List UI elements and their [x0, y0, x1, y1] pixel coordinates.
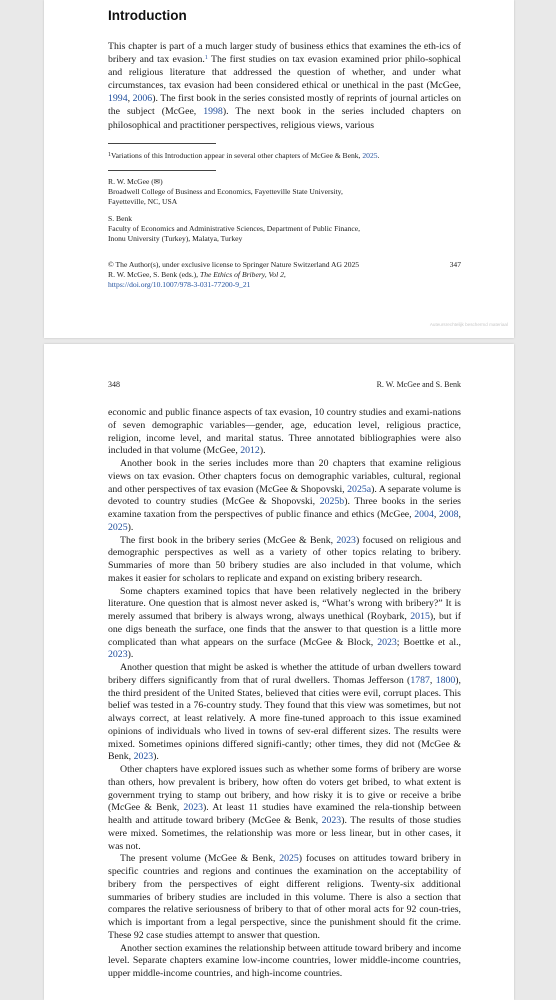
citation-link[interactable]: 2015: [410, 611, 430, 622]
citation-link[interactable]: 2023: [321, 815, 342, 826]
footnote: [108, 151, 461, 161]
text-run: ). At least 11 studies have examined the rela-tionship between health and attitude toward bribery (McGee & Benk,: [108, 802, 461, 826]
citation-link[interactable]: 2023: [336, 534, 356, 546]
text-run: .: [377, 151, 380, 160]
running-header: [108, 380, 461, 389]
watermark: Auteursrechtelijk beschermd materiaal: [429, 322, 508, 327]
text-run: ) focuses on attitudes toward bribery in specific countries and regions and continues the examination on the acceptability of bribery from the perspectives of eight different religions. Twenty-six additional summaries of bribery studies are included in this volume. There is also a section that compares the relative seriousness of bribery to that of other moral acts for 92 coun-tries, which is important from a legal perspective, since the punishment should fit the crime. These 92 case studies attempt to answer that question.: [108, 853, 461, 941]
text-run: The first studies on tax evasion examined prior philo-sophical and religious literature that addressed the question of whether, and under what circumstances, tax evasion had been considered ethical or unethical in the past (McGee,: [108, 54, 461, 92]
footnote-divider: [108, 143, 216, 144]
citation-link[interactable]: 1787: [410, 674, 430, 686]
doi-link[interactable]: https://doi.org/10.1007/978-3-031-77200-9_21: [108, 280, 251, 289]
citation-link[interactable]: 2004: [414, 509, 434, 520]
citation-link[interactable]: 2023: [108, 649, 128, 661]
text-run: ) focused on religious and demographic perspectives as well as a variety of other topics relating to bribery. Summaries of more than 50 bribery studies are also included in that volume, which makes it easier for scholars to replicate and expand on existing bribery research.: [108, 534, 461, 584]
page-348: [44, 344, 514, 1000]
text-run: ,: [127, 93, 133, 105]
text-run: ,: [433, 509, 439, 520]
text-run: Some chapters examined topics that have been relatively neglected in the bribery literature. One question that is almost never asked is, “What’s wrong with bribery?” It is merely assumed that bribery is always wrong, always unethical (Roybark,: [108, 585, 461, 622]
text-run: Other chapters have explored issues such as whether some forms of bribery are worse than others, how prevalent is bribery, how often do voters get bribed, to what extent is government trying to stamp out bribery, and how risky it is to give or receive a bribe (McGee & Benk,: [108, 764, 461, 814]
affiliation-divider: [108, 170, 216, 171]
body-text: [108, 407, 461, 981]
paragraph: [108, 662, 461, 764]
citation-link[interactable]: 2008: [438, 509, 459, 520]
text-run: ). The results of those studies were mixed. Sometimes, the relationship was more or less linear, but in other cases, it was not.: [108, 815, 461, 852]
intro-paragraph: [108, 40, 461, 132]
paragraph: [108, 764, 461, 853]
text-run: Another question that might be asked is whether the attitude of urban dwellers toward bribery differs significantly from that of rural dwellers. Thomas Jefferson (: [108, 662, 461, 686]
citation-link[interactable]: 1998: [203, 106, 223, 118]
paragraph: [108, 853, 461, 942]
paragraph: [108, 458, 461, 535]
text-run: ), but if one digs beneath the surface, one finds that the answer to that question is a little more complicated than what appears on the surface (McGee & Block,: [108, 611, 461, 648]
text-run: The present volume (McGee & Benk,: [120, 853, 280, 865]
affiliation-line: Fayetteville, NC, USA: [108, 197, 178, 206]
page-347: [44, 0, 514, 338]
paragraph: [108, 407, 461, 458]
copyright-line: © The Author(s), under exclusive license to Springer Nature Switzerland AG 2025: [108, 260, 360, 269]
citation-link[interactable]: 2023: [133, 751, 154, 763]
paragraph: [108, 586, 461, 663]
citation-link[interactable]: 1994: [108, 93, 128, 105]
citation-link[interactable]: 2025: [279, 853, 299, 865]
text-run: ), the third president of the United States, believed that cities were evil, corrupt places. This belief was tested in a 76-country study. They found that this view was sometimes, but not always correct, at least relatively. A more fine-tuned approach to this issue examined opinions of individuals who lived in towns of sev-eral different sizes. The results were mixed. Sometimes opinions differed signifi-cantly; other times, they did not (McGee & Benk,: [108, 674, 461, 763]
citation-link[interactable]: 2025: [108, 521, 128, 533]
book-editors: R. W. McGee, S. Benk (eds.),: [108, 270, 200, 279]
copyright-block: [108, 260, 461, 290]
author-affiliation-mcgee: [108, 177, 461, 207]
citation-link[interactable]: 2006: [132, 93, 153, 105]
citation-link[interactable]: 2023: [377, 636, 397, 648]
text-run: ). The first book in the series consisted mostly of reprints of journal articles on the subject (McGee,: [108, 93, 461, 118]
footnote-link[interactable]: 1: [204, 55, 208, 62]
paragraph: [108, 535, 461, 586]
text-run: Another section examines the relationship between attitude toward bribery and income level. Separate chapters examine low-income countries, lower middle-income countries, upper middle-income countries, and high-income countries.: [108, 942, 461, 979]
text-run: ; Boettke et al.,: [396, 636, 461, 648]
citation-link[interactable]: 2023: [183, 802, 204, 814]
author-affiliation-benk: [108, 214, 461, 244]
text-run: This chapter is part of a much larger study of business ethics that examines the eth-ics of bribery and tax evasion.: [108, 41, 461, 66]
citation-link[interactable]: 2012: [240, 445, 260, 457]
text-run: ). Three books in the series examine taxation from the perspectives of public finance and ethics (McGee,: [108, 496, 461, 520]
text-run: ).: [153, 751, 159, 763]
text-run: ).: [127, 521, 134, 533]
text-run: ).: [259, 445, 266, 457]
footnote-text: Variations of this Introduction appear in several other chapters of McGee & Benk,: [111, 151, 363, 160]
text-run: ). The next book in the series included chapters on philosophical and practitioner perspectives, religious views, various: [108, 106, 462, 131]
citation-link[interactable]: 2025a: [347, 483, 372, 495]
text-run: economic and public finance aspects of tax evasion, 10 country studies and exami-nations of seven demographic variables—gender, age, education level, religious practice, religion, income level, and marital status. Three annotated bibliographies were also included in that volume (McGee,: [108, 407, 461, 457]
text-run: The first book in the bribery series (McGee & Benk,: [120, 534, 337, 546]
author-name: S. Benk: [108, 214, 133, 223]
citation-link[interactable]: 2025: [362, 151, 378, 160]
affiliation-line: Inonu University (Turkey), Malatya, Turkey: [108, 234, 243, 243]
text-run: ,: [458, 509, 461, 520]
text-run: ). A separate volume is devoted to country studies (McGee & Shopovski,: [108, 483, 461, 508]
text-run: ,: [283, 270, 286, 279]
page-number: 347: [449, 260, 461, 269]
book-title: The Ethics of Bribery, Vol 2: [199, 270, 284, 279]
paragraph: [108, 943, 461, 981]
citation-link[interactable]: 2025b: [319, 496, 345, 508]
section-heading: Introduction: [108, 8, 187, 23]
affiliation-line: Broadwell College of Business and Economics, Fayetteville State University,: [108, 187, 343, 196]
running-head-authors: R. W. McGee and S. Benk: [376, 380, 461, 389]
text-run: ).: [127, 649, 134, 661]
text-run: Another book in the series includes more than 20 chapters that examine religious views on tax evasion. Other chapters focus on demographic variables, cultural, regional and other perspectives of tax evasion (McGee & Shopovski,: [108, 458, 461, 495]
affiliation-line: Faculty of Economics and Administrative Sciences, Department of Public Finance,: [108, 224, 361, 233]
page-number: 348: [108, 380, 120, 389]
citation-link[interactable]: 1800: [435, 674, 456, 686]
footnote-mark: 1: [108, 152, 111, 158]
text-run: ,: [429, 674, 436, 686]
author-name: R. W. McGee (✉): [108, 177, 163, 186]
